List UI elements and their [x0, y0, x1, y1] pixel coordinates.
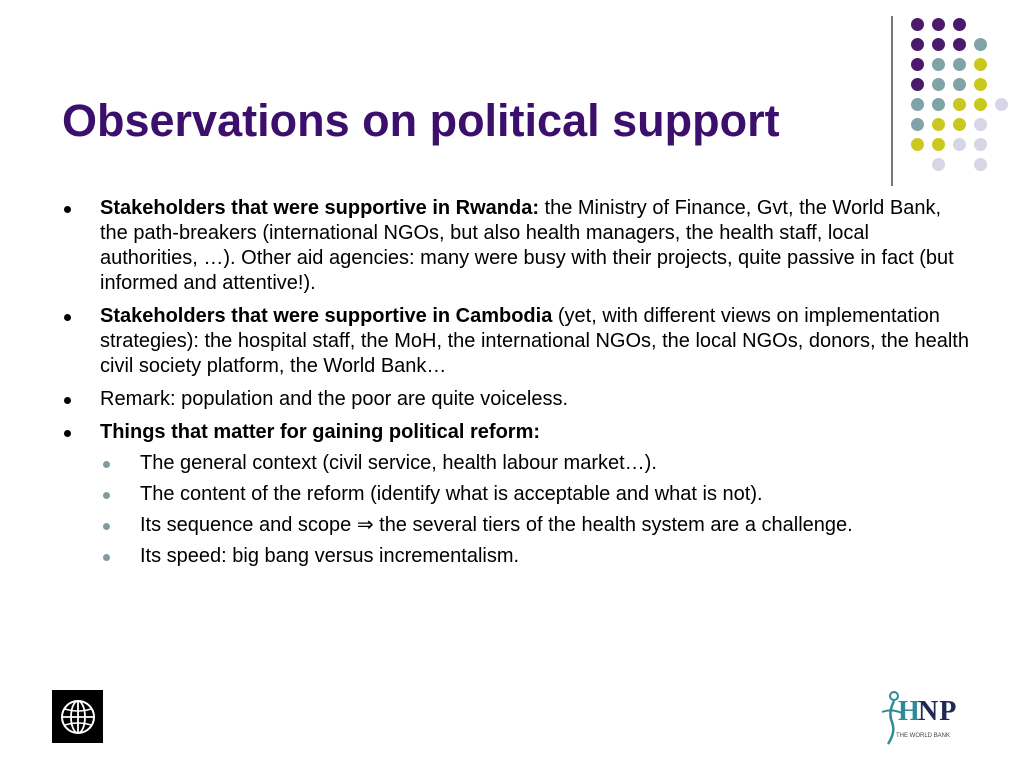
- bullet-remark: [62, 387, 972, 412]
- bullet-rwanda: [62, 196, 972, 296]
- hnp-letter-h: H: [898, 696, 920, 727]
- bullet-marker: [64, 397, 71, 404]
- bullet-heading: Stakeholders that were supportive in Rwanda:: [100, 197, 539, 219]
- sub-bullet-text: The general context (civil service, health labour market…).: [140, 452, 657, 474]
- hnp-letters-np: NP: [918, 696, 958, 727]
- bullet-text: (yet, with different views on implementation strategies): the hospital staff, the MoH, the international NGOs, the local NGOs, donors, the health civil society platform, the World Bank…: [100, 305, 969, 377]
- sub-bullet-speed: [62, 544, 972, 569]
- hnp-logo: [878, 688, 978, 752]
- sub-bullet-text: Its sequence and scope ⇒ the several tiers of the health system are a challenge.: [140, 514, 853, 536]
- bullet-heading: Things that matter for gaining political reform:: [100, 421, 541, 443]
- bullet-text: Remark: population and the poor are quite voiceless.: [100, 388, 569, 410]
- bullet-marker: [64, 206, 71, 213]
- bullet-marker: [64, 430, 71, 437]
- bullet-marker: [64, 314, 71, 321]
- sub-bullet-text: Its speed: big bang versus incrementalism.: [140, 545, 520, 567]
- world-bank-logo: [52, 690, 103, 743]
- bullet-things-that-matter: [62, 420, 972, 445]
- sub-bullet-marker: [103, 554, 110, 561]
- sub-bullet-text: The content of the reform (identify what is acceptable and what is not).: [140, 483, 763, 505]
- divider-line: [891, 16, 893, 186]
- hnp-subtitle: THE WORLD BANK: [896, 733, 951, 739]
- slide-title: Observations on political support: [62, 95, 780, 146]
- bullet-heading: Stakeholders that were supportive in Cambodia: [100, 305, 553, 327]
- bullet-cambodia: [62, 304, 972, 379]
- bullet-text: the Ministry of Finance, Gvt, the World Bank, the path-breakers (international NGOs, but also health managers, the health staff, local authorities, …). Other aid agencies: many were busy with their projects, quite passive in fact (but informed and attentive!).: [100, 197, 954, 294]
- sub-bullet-marker: [103, 492, 110, 499]
- sub-bullet-sequence: [62, 513, 972, 538]
- decorative-dot-grid: [901, 10, 1021, 170]
- world-bank-globe-icon: [58, 697, 98, 737]
- sub-bullet-marker: [103, 523, 110, 530]
- sub-bullet-content: [62, 482, 972, 507]
- sub-bullet-context: [62, 451, 972, 476]
- sub-bullet-marker: [103, 461, 110, 468]
- slide-body: [62, 196, 972, 575]
